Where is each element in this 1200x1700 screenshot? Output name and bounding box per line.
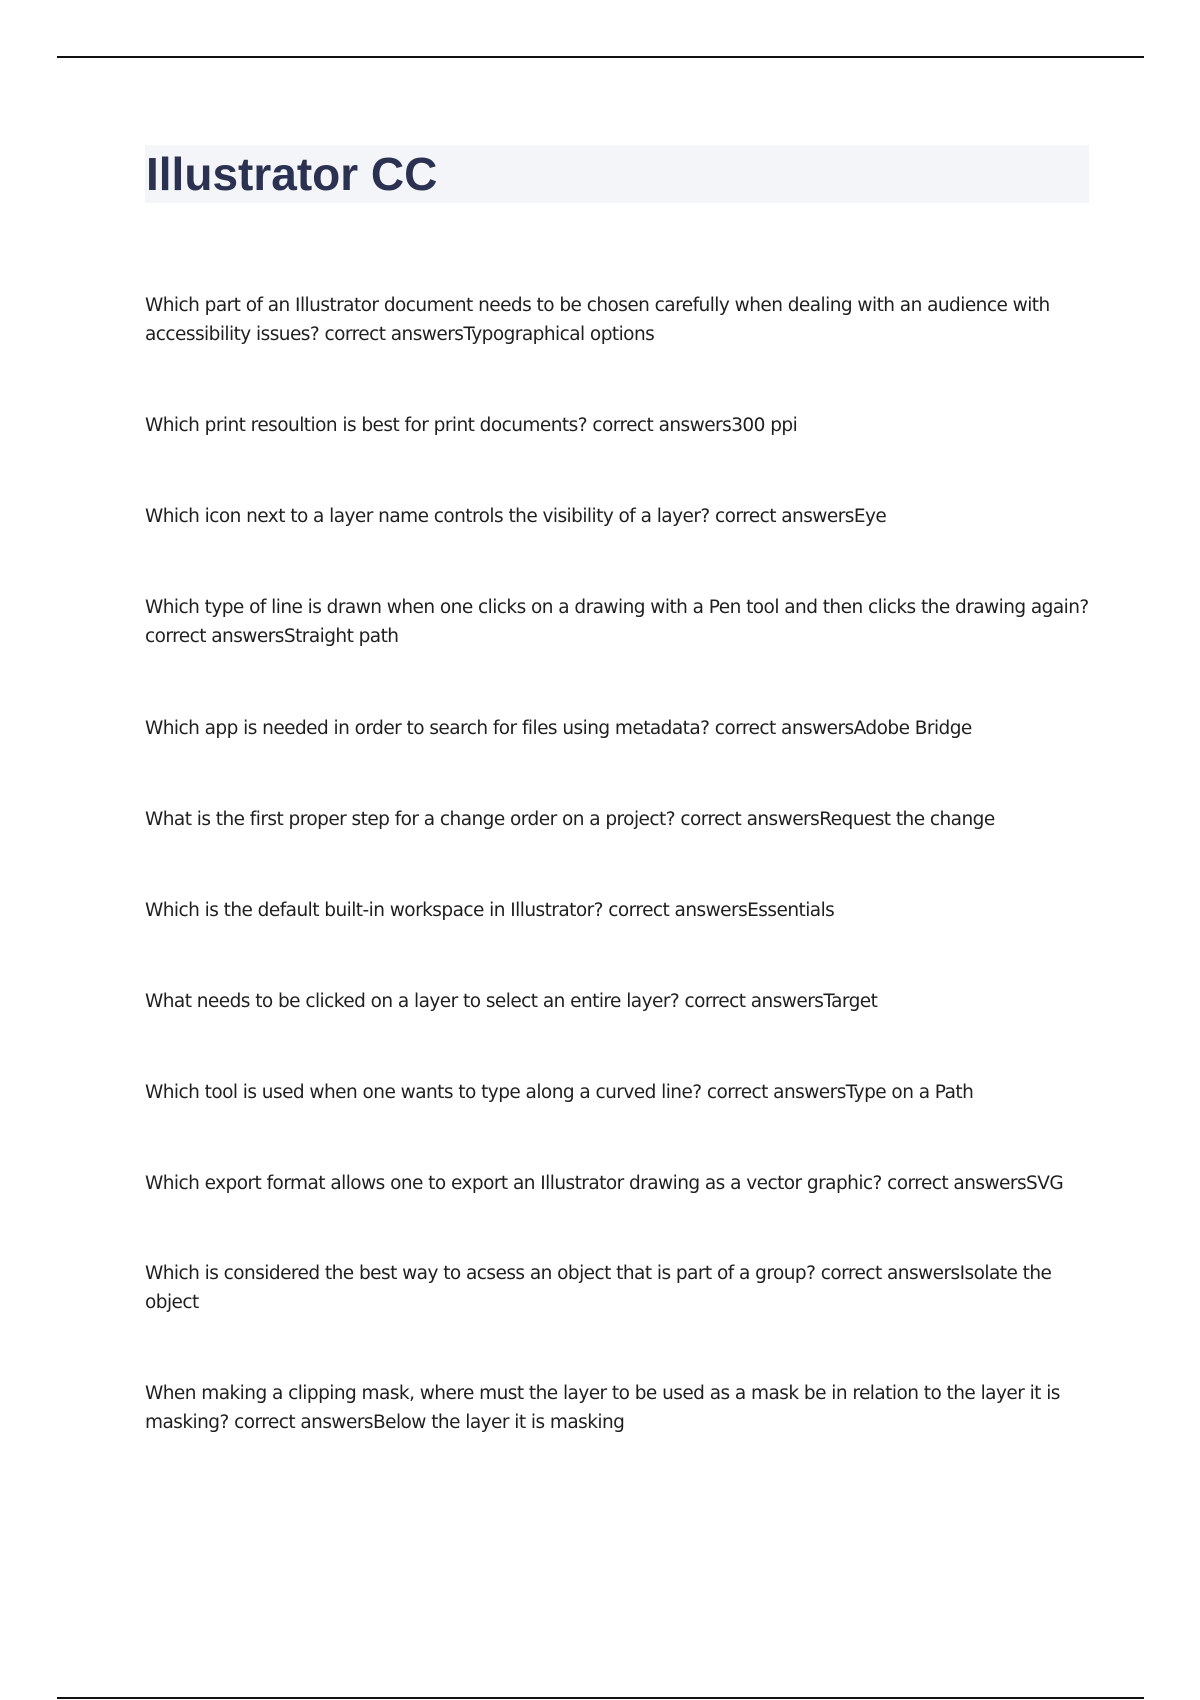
qa-item: [145, 896, 1095, 925]
answer-text: Typographical options: [463, 324, 655, 345]
answer-marker: correct answers: [820, 1263, 960, 1284]
qa-item: [145, 291, 1095, 349]
answer-text: SVG: [1026, 1173, 1064, 1194]
answer-marker: correct answers: [592, 415, 732, 436]
answer-marker: correct answers: [887, 1173, 1027, 1194]
qa-item: [145, 593, 1095, 651]
answer-text: Eye: [853, 506, 887, 527]
question-text: Which part of an Illustrator document needs to be chosen carefully when dealing with an audience with accessibility issues?: [145, 295, 1050, 345]
answer-marker: correct answers: [145, 626, 284, 647]
answer-marker: correct answers: [324, 324, 464, 345]
answer-text: Essentials: [747, 900, 835, 921]
qa-item: [145, 714, 1095, 743]
question-text: Which app is needed in order to search for files using metadata?: [145, 718, 710, 739]
qa-item: [145, 1379, 1095, 1437]
bottom-divider: [57, 1697, 1144, 1699]
answer-text: Adobe Bridge: [853, 718, 972, 739]
answer-marker: correct answers: [706, 1082, 846, 1103]
question-text: Which export format allows one to export an Illustrator drawing as a vector graphic?: [145, 1173, 882, 1194]
answer-marker: correct answers: [684, 991, 824, 1012]
question-text: What needs to be clicked on a layer to select an entire layer?: [145, 991, 680, 1012]
answer-marker: correct answers: [608, 900, 748, 921]
qa-item: [145, 1169, 1095, 1198]
answer-text: Below the layer it is masking: [372, 1412, 625, 1433]
question-text: Which tool is used when one wants to type along a curved line?: [145, 1082, 702, 1103]
qa-item: [145, 1259, 1095, 1317]
answer-text: Request the change: [819, 809, 995, 830]
top-divider: [57, 56, 1144, 58]
qa-item: [145, 502, 1095, 531]
qa-item: [145, 411, 1095, 440]
question-text: What is the first proper step for a change order on a project?: [145, 809, 675, 830]
answer-text: Straight path: [283, 626, 399, 647]
answer-text: Type on a Path: [845, 1082, 974, 1103]
answer-text: Isolate the object: [145, 1263, 1052, 1313]
answer-marker: correct answers: [715, 506, 854, 527]
question-text: Which print resoultion is best for print documents?: [145, 415, 587, 436]
question-text: Which is considered the best way to acsess an object that is part of a group?: [145, 1263, 816, 1284]
question-text: Which icon next to a layer name controls the visibility of a layer?: [145, 506, 710, 527]
answer-text: Target: [823, 991, 878, 1012]
qa-item: [145, 805, 1095, 834]
document-title: Illustrator CC: [146, 148, 438, 200]
answer-marker: correct answers: [680, 809, 820, 830]
question-text: Which is the default built-in workspace in Illustrator?: [145, 900, 603, 921]
qa-item: [145, 1078, 1095, 1107]
question-text: Which type of line is drawn when one clicks on a drawing with a Pen tool and then clicks the drawing again?: [145, 597, 1089, 618]
answer-marker: correct answers: [714, 718, 854, 739]
answer-text: 300 ppi: [731, 415, 798, 436]
question-text: When making a clipping mask, where must the layer to be used as a mask be in relation to the layer it is masking?: [145, 1383, 1060, 1433]
answer-marker: correct answers: [234, 1412, 373, 1433]
qa-item: [145, 987, 1095, 1016]
